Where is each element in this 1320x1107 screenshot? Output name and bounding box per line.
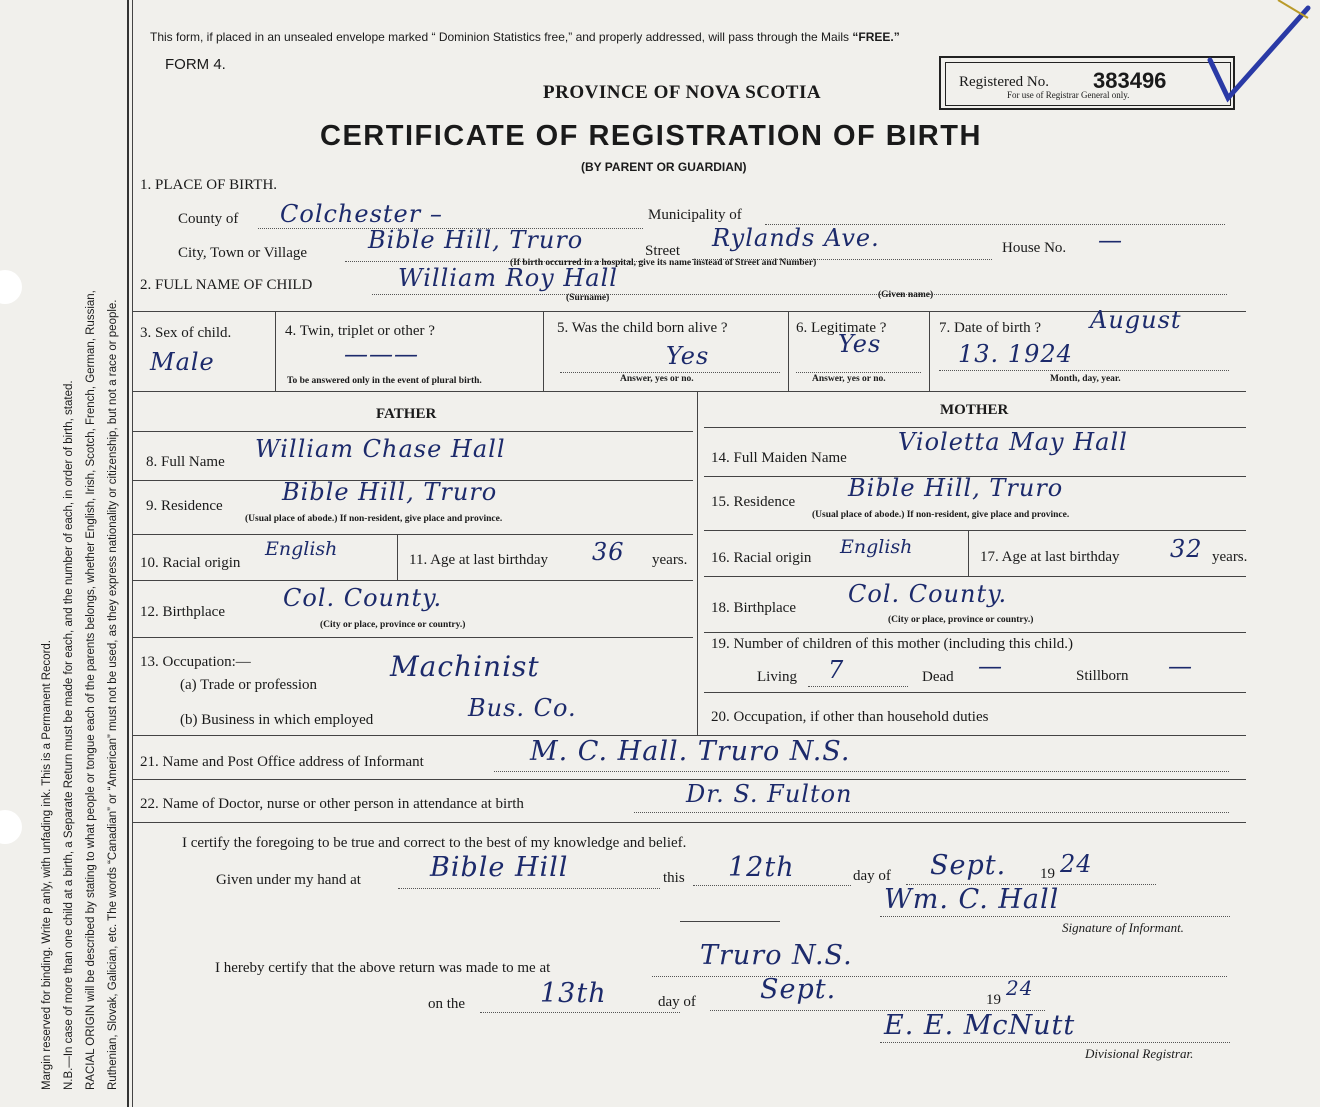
alive-label: 5. Was the child born alive ? [557, 320, 728, 336]
mother-racial-divider [968, 530, 969, 576]
surname-note: (Surname) [566, 293, 610, 303]
father-birthplace-label: 12. Birthplace [140, 604, 225, 620]
parents-divider [697, 391, 698, 735]
rule-m2 [704, 530, 1246, 531]
mother-birthplace-value: Col. County. [848, 580, 1008, 608]
informant-signature: Wm. C. Hall [884, 884, 1060, 915]
sex-value: Male [150, 348, 215, 376]
registrar-sig-line [880, 1042, 1230, 1043]
city-value: Bible Hill, Truro [368, 226, 584, 254]
rule-m3 [704, 576, 1246, 577]
father-birthplace-note: (City or place, province or country.) [320, 620, 466, 630]
house-value: — [1098, 226, 1123, 254]
father-business-value: Bus. Co. [468, 694, 577, 722]
rule-top-grid [133, 311, 1246, 312]
house-label: House No. [1002, 240, 1067, 256]
form-number: FORM 4. [165, 56, 226, 73]
margin-rule-inner [132, 0, 133, 1107]
county-value: Colchester – [280, 200, 443, 228]
registered-note: For use of Registrar General only. [1007, 90, 1130, 100]
stillborn-label: Stillborn [1076, 668, 1129, 684]
registered-number: 383496 [1093, 68, 1167, 93]
twin-value: ——— [344, 340, 419, 368]
father-racial-divider [397, 534, 398, 580]
mother-birthplace-label: 18. Birthplace [711, 600, 796, 616]
living-label: Living [757, 669, 797, 685]
mother-age-value: 32 [1170, 535, 1203, 563]
doctor-line [634, 812, 1229, 813]
father-heading: FATHER [376, 406, 437, 422]
registrar-place-value: Truro N.S. [700, 940, 853, 971]
grid-divider-3 [788, 311, 789, 391]
father-racial-label: 10. Racial origin [140, 555, 241, 571]
street-value: Rylands Ave. [712, 224, 880, 252]
father-trade-value: Machinist [390, 650, 540, 683]
certify-statement: I certify the foregoing to be true and correct to the best of my knowledge and belief. [182, 835, 687, 851]
grid-divider-1 [275, 311, 276, 391]
year-prefix: 19 [1040, 866, 1055, 882]
grid-divider-2 [543, 311, 544, 391]
given-name-note: (Given name) [878, 290, 934, 300]
twin-note: To be answered only in the event of plural birth. [287, 376, 482, 386]
father-name-label: 8. Full Name [146, 454, 225, 470]
on-the-label: on the [428, 996, 466, 1012]
stillborn-value: — [1168, 652, 1193, 680]
margin-note-multiple-birth: N.B.—In case of more than one child at a birth, a Separate Return must be made for each, and the number of each, in order of birth, stated. [63, 380, 75, 1090]
registered-label: Registered No. [959, 74, 1049, 90]
this-label: this [663, 870, 685, 886]
twin-label: 4. Twin, triplet or other ? [285, 323, 435, 339]
living-value: 7 [828, 656, 845, 684]
child-name-value: William Roy Hall [398, 264, 618, 292]
father-age-unit: years. [652, 552, 688, 568]
mother-racial-label: 16. Racial origin [711, 550, 812, 566]
reg-day-of-label: day of [658, 994, 696, 1010]
father-heading-rule [133, 431, 693, 432]
father-residence-note: (Usual place of abode.) If non-resident, give place and province. [245, 514, 503, 524]
informant-value: M. C. Hall. Truro N.S. [530, 736, 851, 767]
margin-note-binding: Margin reserved for binding. Write p anly, with unfading ink. This is a Permanent Record. [41, 640, 53, 1090]
informant-line [494, 771, 1229, 772]
doctor-value: Dr. S. Fulton [686, 780, 853, 808]
this-value: 12th [728, 852, 795, 883]
day-of-label: day of [853, 868, 891, 884]
sex-label: 3. Sex of child. [140, 325, 232, 341]
registered-box [939, 56, 1235, 110]
reg-year-prefix: 19 [986, 992, 1001, 1008]
rule-parents [133, 391, 1246, 392]
registrar-statement: I hereby certify that the above return was made to me at [215, 960, 551, 976]
on-the-line [480, 1012, 680, 1013]
legit-line [796, 372, 921, 373]
mother-birthplace-note: (City or place, province or country.) [888, 615, 1034, 625]
dob-note: Month, day, year. [1050, 374, 1121, 384]
legit-note: Answer, yes or no. [812, 374, 886, 384]
this-line [693, 885, 851, 886]
father-occupation-label: 13. Occupation:— [140, 654, 251, 670]
punch-hole-bottom [0, 810, 22, 844]
county-label: County of [178, 211, 239, 227]
mother-age-unit: years. [1212, 549, 1248, 565]
given-label: Given under my hand at [216, 872, 361, 888]
legit-value: Yes [838, 330, 882, 358]
father-age-value: 36 [592, 538, 625, 566]
informant-signature-caption: Signature of Informant. [1062, 920, 1184, 935]
rule-f3 [133, 580, 693, 581]
registrar-signature: E. E. McNutt [884, 1010, 1076, 1041]
dob-label: 7. Date of birth ? [939, 320, 1042, 336]
father-residence-value: Bible Hill, Truro [282, 478, 498, 506]
on-the-value: 13th [540, 978, 607, 1009]
living-line [808, 686, 908, 687]
rule-f4 [133, 637, 693, 638]
street-label: Street [645, 243, 680, 259]
father-name-value: William Chase Hall [255, 435, 506, 463]
reg-year-value: 24 [1006, 976, 1034, 1000]
rule-f2 [133, 534, 693, 535]
informant-label: 21. Name and Post Office address of Informant [140, 754, 424, 770]
rule-m4 [704, 632, 1246, 633]
margin-rule [127, 0, 129, 1107]
child-name-line [372, 294, 1227, 295]
margin-note-racial-origin-1: RACIAL ORIGIN will be described by stating to what people or tongue each of the parents belongs, whether English, Irish, Scotch, French, German, Russian, [85, 290, 97, 1090]
month-value: Sept. [930, 850, 1007, 881]
province-title: PROVINCE OF NOVA SCOTIA [543, 82, 822, 103]
registrar-signature-caption: Divisional Registrar. [1085, 1046, 1194, 1061]
mother-residence-label: 15. Residence [711, 494, 796, 510]
mother-residence-value: Bible Hill, Truro [848, 474, 1064, 502]
grid-divider-4 [929, 311, 930, 391]
registrar-place-line [652, 976, 1227, 977]
municipality-label: Municipality of [648, 207, 742, 223]
father-residence-label: 9. Residence [146, 498, 223, 514]
father-age-label: 11. Age at last birthday [409, 552, 548, 568]
mother-age-label: 17. Age at last birthday [980, 549, 1120, 565]
child-name-label: 2. FULL NAME OF CHILD [140, 277, 313, 293]
alive-line [560, 372, 780, 373]
year-value: 24 [1060, 850, 1093, 878]
given-place-value: Bible Hill [430, 852, 569, 883]
father-trade-label: (a) Trade or profession [180, 677, 318, 693]
mother-name-label: 14. Full Maiden Name [711, 450, 847, 466]
rule-m5 [704, 692, 1246, 693]
page-title: CERTIFICATE OF REGISTRATION OF BIRTH [320, 120, 982, 152]
punch-hole-top [0, 270, 22, 304]
given-place-line [398, 888, 660, 889]
hospital-note: (If birth occurred in a hospital, give its name instead of Street and Number) [510, 258, 817, 268]
dob-line [939, 370, 1229, 371]
alive-value: Yes [666, 342, 710, 370]
mother-racial-value: English [840, 536, 913, 558]
informant-sig-line [880, 916, 1230, 917]
check-mark-icon [1200, 0, 1320, 110]
mother-name-value: Violetta May Hall [898, 428, 1128, 456]
father-business-label: (b) Business in which employed [180, 712, 374, 728]
margin-note-racial-origin-2: Ruthenian, Slovak, Galician, etc. The words “Canadian” or “American” must not be used, as they express nationality or citizenship, but not a race or people. [107, 299, 119, 1090]
mother-residence-note: (Usual place of abode.) If non-resident, give place and province. [812, 510, 1070, 520]
dead-value: — [978, 652, 1003, 680]
reg-month-value: Sept. [760, 974, 837, 1005]
mother-children-label: 19. Number of children of this mother (including this child.) [711, 636, 1074, 652]
alive-note: Answer, yes or no. [620, 374, 694, 384]
city-label: City, Town or Village [178, 245, 308, 261]
mother-heading: MOTHER [940, 402, 1009, 418]
father-racial-value: English [265, 538, 338, 560]
dob-month: August [1090, 306, 1182, 334]
mail-notice: This form, if placed in an unsealed envelope marked “ Dominion Statistics free,” and properly addressed, will pass through the Mails “FREE.” [150, 30, 900, 44]
rule-certify [133, 822, 1246, 823]
sig-short-rule [680, 921, 780, 922]
mother-occupation-label: 20. Occupation, if other than household duties [711, 709, 989, 725]
father-birthplace-value: Col. County. [283, 584, 443, 612]
page-subtitle: (BY PARENT OR GUARDIAN) [581, 160, 747, 174]
legit-label: 6. Legitimate ? [796, 320, 887, 336]
dob-day-year: 13. 1924 [958, 340, 1073, 368]
dead-label: Dead [922, 669, 954, 685]
doctor-label: 22. Name of Doctor, nurse or other person in attendance at birth [140, 796, 524, 812]
place-section-label: 1. PLACE OF BIRTH. [140, 177, 278, 193]
